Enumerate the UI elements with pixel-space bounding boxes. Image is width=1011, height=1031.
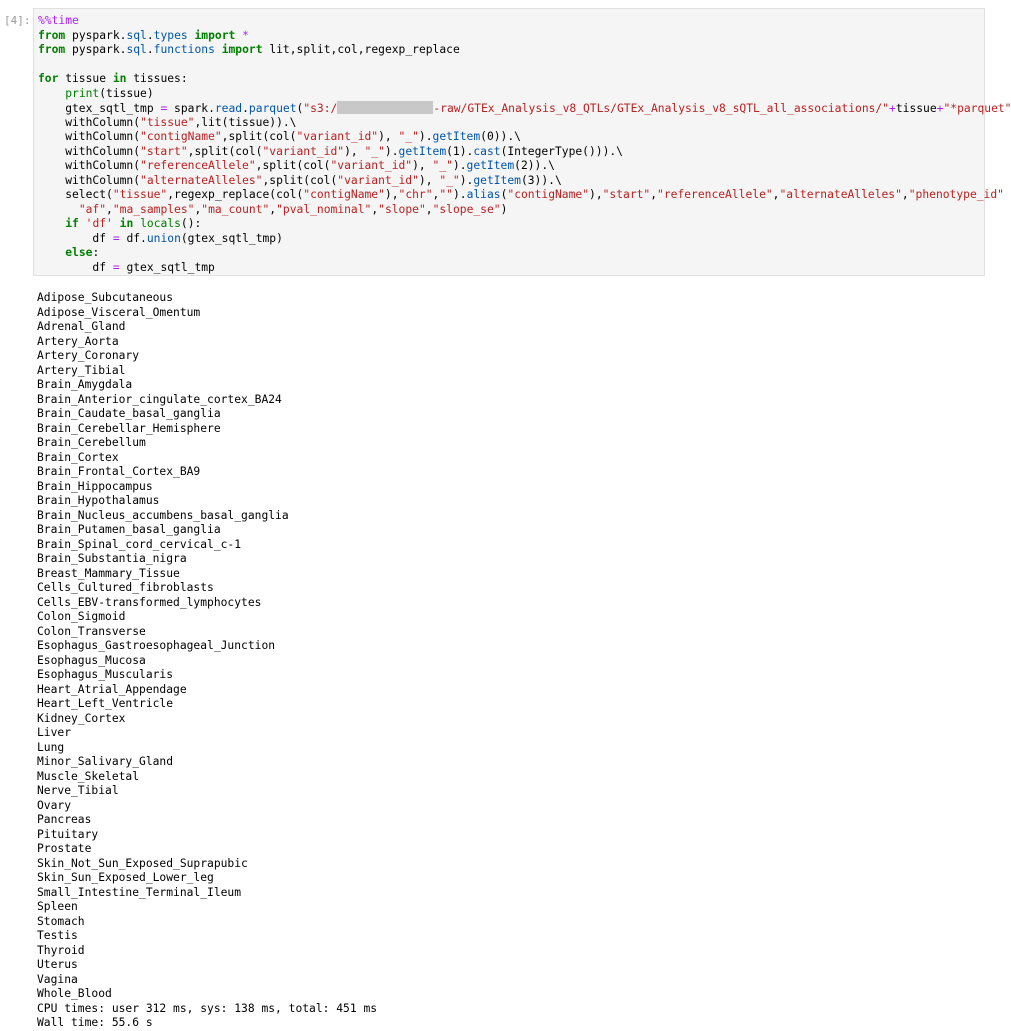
code-token: tissue bbox=[895, 102, 937, 115]
code-token: alias bbox=[466, 188, 501, 201]
code-token: parquet bbox=[248, 102, 297, 115]
code-token: "_" bbox=[398, 130, 419, 143]
output-line: Brain_Hippocampus bbox=[37, 479, 153, 493]
code-token: withColumn( bbox=[38, 115, 141, 129]
code-token: , bbox=[425, 202, 433, 216]
code-token bbox=[38, 246, 65, 259]
output-line: Esophagus_Gastroesophageal_Junction bbox=[37, 639, 276, 652]
code-token: "_" bbox=[439, 173, 460, 187]
code-token: * bbox=[242, 28, 249, 42]
output-line: CPU times: user 312 ms, sys: 138 ms, total: 451 ms bbox=[37, 1001, 378, 1015]
code-token: "" bbox=[439, 188, 453, 201]
code-token: "variant_id" bbox=[337, 173, 419, 187]
output-line: Heart_Atrial_Appendage bbox=[37, 682, 187, 696]
code-token: spark bbox=[167, 102, 209, 115]
code-token: pyspark bbox=[65, 28, 120, 42]
code-token: ,regexp_replace(col( bbox=[167, 188, 304, 201]
code-token: "referenceAllele" bbox=[657, 188, 773, 201]
output-line: Artery_Coronary bbox=[37, 349, 140, 362]
output-line: Spleen bbox=[37, 900, 78, 913]
code-token: ). bbox=[459, 173, 474, 187]
code-token: , bbox=[371, 202, 379, 216]
code-line bbox=[38, 174, 1011, 189]
code-token: + bbox=[889, 102, 896, 115]
code-token: "variant_id" bbox=[330, 159, 413, 172]
code-line bbox=[38, 159, 1011, 174]
output-line: Brain_Amygdala bbox=[37, 378, 133, 391]
code-token: ), bbox=[589, 188, 603, 201]
code-token: getItem bbox=[466, 159, 515, 172]
code-token: (gtex_sqtl_tmp) bbox=[180, 231, 283, 245]
code-token: "alternateAlleles" bbox=[779, 188, 902, 201]
output-line: Cells_EBV-transformed_lymphocytes bbox=[37, 595, 262, 609]
code-token: , bbox=[901, 188, 909, 201]
output-line: Liver bbox=[37, 726, 72, 739]
code-token: cast bbox=[473, 144, 501, 158]
code-token: "contigName" bbox=[303, 188, 385, 201]
output-line: Small_Intestine_Terminal_Ileum bbox=[37, 885, 242, 899]
code-token: ( bbox=[500, 188, 508, 201]
code-token: withColumn( bbox=[38, 159, 141, 172]
code-token: (tissue) bbox=[99, 86, 154, 100]
output-line: Prostate bbox=[37, 842, 92, 855]
code-line bbox=[38, 43, 1011, 58]
code-token: "*parquet" bbox=[943, 102, 1011, 115]
code-token: ). bbox=[452, 159, 467, 172]
code-token: getItem bbox=[398, 144, 447, 158]
output-line: Cells_Cultured_fibroblasts bbox=[37, 581, 214, 594]
output-line: Kidney_Cortex bbox=[37, 711, 126, 725]
code-token: gtex_sqtl_tmp bbox=[119, 260, 215, 274]
code-token: df bbox=[38, 231, 113, 245]
output-line: Brain_Substantia_nigra bbox=[37, 552, 187, 565]
code-token: tissues: bbox=[126, 72, 188, 85]
code-line bbox=[38, 29, 1011, 44]
code-token: "_" bbox=[364, 144, 385, 158]
output-line: Brain_Anterior_cingulate_cortex_BA24 bbox=[37, 392, 282, 406]
code-token: . bbox=[119, 43, 127, 56]
code-token: "start" bbox=[140, 144, 188, 158]
output-line: Brain_Spinal_cord_cervical_c-1 bbox=[37, 537, 242, 551]
code-token: ,split(col( bbox=[187, 144, 263, 158]
code-token: , bbox=[269, 202, 277, 216]
code-token: ,split(col( bbox=[255, 159, 331, 172]
output-line: Brain_Frontal_Cortex_BA9 bbox=[37, 465, 201, 478]
code-token: "tissue" bbox=[112, 188, 168, 201]
code-token: (IntegerType())).\ bbox=[500, 144, 623, 158]
code-token: , bbox=[106, 202, 113, 216]
output-line: Artery_Tibial bbox=[37, 363, 126, 377]
code-token: from bbox=[38, 28, 66, 42]
code-token: -raw/GTEx_Analysis_v8_QTLs/GTEx_Analysis_v8_sQTL_all_associations/" bbox=[433, 102, 890, 115]
code-token: , bbox=[194, 202, 202, 216]
code-line bbox=[38, 203, 1011, 218]
code-line bbox=[38, 72, 1011, 87]
code-token: ), bbox=[378, 130, 399, 143]
code-text[interactable] bbox=[38, 14, 1011, 275]
code-token: withColumn( bbox=[38, 173, 141, 187]
code-token: "alternateAlleles" bbox=[140, 173, 263, 187]
code-token bbox=[215, 43, 222, 56]
code-token: : bbox=[92, 246, 100, 259]
code-token: import bbox=[194, 28, 236, 42]
output-line: Minor_Salivary_Gland bbox=[37, 755, 174, 768]
code-token: ) bbox=[500, 202, 508, 216]
code-token: ). bbox=[452, 188, 467, 201]
code-token: ), bbox=[418, 173, 440, 187]
code-token: union bbox=[146, 231, 181, 245]
code-token: "variant_id" bbox=[296, 130, 379, 143]
code-line bbox=[38, 217, 1011, 232]
code-line bbox=[38, 145, 1011, 160]
code-token: from bbox=[38, 43, 66, 56]
code-token bbox=[38, 217, 65, 230]
output-line: Brain_Hypothalamus bbox=[37, 494, 160, 507]
code-token: . bbox=[146, 28, 154, 42]
code-token: ,split(col( bbox=[221, 130, 297, 143]
code-line bbox=[38, 130, 1011, 145]
output-line: Esophagus_Muscularis bbox=[37, 668, 174, 681]
output-line: Brain_Putamen_basal_ganglia bbox=[37, 523, 221, 536]
code-line bbox=[38, 101, 1011, 116]
output-line: Adipose_Visceral_Omentum bbox=[37, 305, 201, 319]
code-token: = bbox=[160, 102, 168, 115]
code-token: "_" bbox=[432, 159, 453, 172]
code-token: "af" bbox=[78, 202, 107, 216]
code-token: (3)).\ bbox=[520, 173, 562, 187]
code-token: "tissue" bbox=[140, 115, 195, 129]
code-line bbox=[38, 232, 1011, 247]
code-token bbox=[38, 203, 79, 216]
code-token: in bbox=[112, 72, 127, 85]
code-token: df bbox=[119, 231, 141, 245]
code-line bbox=[38, 188, 1011, 203]
output-line: Brain_Cortex bbox=[37, 450, 119, 464]
cell-prompt: [4]: bbox=[4, 14, 31, 27]
output-line: Skin_Sun_Exposed_Lower_leg bbox=[37, 871, 214, 884]
code-token: getItem bbox=[432, 130, 481, 143]
code-token: ,lit(tissue)).\ bbox=[194, 115, 297, 129]
output-line: Skin_Not_Sun_Exposed_Suprapubic bbox=[37, 856, 248, 870]
code-token: tissue bbox=[58, 72, 113, 85]
code-token: functions bbox=[153, 43, 215, 56]
code-token: ( bbox=[296, 102, 304, 115]
output-line: Thyroid bbox=[37, 943, 85, 957]
output-line: Breast_Mammary_Tissue bbox=[37, 566, 180, 580]
output-line: Ovary bbox=[37, 798, 72, 812]
code-token: ). bbox=[384, 144, 399, 158]
code-token: ), bbox=[412, 159, 433, 172]
redacted-block bbox=[337, 101, 433, 114]
code-token: = bbox=[112, 231, 120, 245]
output-line: Pancreas bbox=[37, 813, 92, 826]
code-token: in bbox=[119, 217, 134, 230]
code-token: ), bbox=[344, 144, 365, 158]
output-line: Heart_Left_Ventricle bbox=[37, 697, 174, 710]
code-token: . bbox=[146, 43, 154, 56]
code-token bbox=[188, 29, 195, 42]
output-line: Muscle_Skeletal bbox=[37, 769, 140, 783]
code-token: "slope" bbox=[378, 202, 426, 216]
code-token: if bbox=[65, 217, 79, 230]
code-token: (1). bbox=[446, 144, 474, 158]
code-token: sql bbox=[126, 28, 147, 42]
code-token: (): bbox=[180, 217, 202, 230]
output-line: Testis bbox=[37, 929, 78, 942]
code-token: select( bbox=[38, 188, 113, 201]
output-line: Brain_Cerebellar_Hemisphere bbox=[37, 421, 221, 435]
code-token: pyspark bbox=[65, 43, 120, 56]
code-token: (0)).\ bbox=[480, 130, 521, 143]
code-line bbox=[38, 116, 1011, 131]
code-line bbox=[38, 14, 1011, 29]
code-token bbox=[79, 217, 86, 230]
cell-output bbox=[37, 291, 377, 1031]
code-token: getItem bbox=[473, 173, 521, 187]
code-token: "chr" bbox=[398, 188, 433, 201]
output-line: Brain_Caudate_basal_ganglia bbox=[37, 407, 221, 420]
code-token: ). bbox=[418, 130, 433, 143]
code-token: , bbox=[772, 188, 780, 201]
output-line: Uterus bbox=[37, 958, 78, 971]
output-line: Nerve_Tibial bbox=[37, 784, 119, 797]
code-token: withColumn( bbox=[38, 130, 141, 143]
code-token: print bbox=[65, 86, 100, 100]
code-token: "start" bbox=[602, 188, 651, 201]
code-token: (2)).\ bbox=[514, 159, 555, 172]
code-token: . bbox=[119, 28, 127, 42]
code-token: lit,split,col,regexp_replace bbox=[262, 43, 460, 56]
code-token: "slope_se" bbox=[432, 202, 501, 216]
code-token: = bbox=[112, 260, 120, 274]
code-token bbox=[38, 87, 65, 100]
code-token: ,split(col( bbox=[262, 173, 338, 187]
code-token: sql bbox=[126, 43, 147, 56]
code-token: types bbox=[153, 28, 188, 42]
code-line bbox=[38, 246, 1011, 261]
output-line: Whole_Blood bbox=[37, 987, 112, 1000]
output-line: Pituitary bbox=[37, 827, 99, 841]
code-token: import bbox=[221, 43, 263, 56]
code-editor[interactable] bbox=[33, 8, 1011, 276]
output-line: Adrenal_Gland bbox=[37, 320, 126, 333]
code-token: locals bbox=[140, 217, 181, 230]
code-token: withColumn( bbox=[38, 144, 141, 158]
code-token: "contigName" bbox=[507, 188, 590, 201]
code-token: "s3:/ bbox=[303, 102, 338, 115]
code-token: 'df' bbox=[85, 217, 113, 230]
output-line: Esophagus_Mucosa bbox=[37, 653, 146, 667]
code-token: . bbox=[208, 102, 215, 115]
code-token: ), bbox=[384, 188, 399, 201]
output-line: Vagina bbox=[37, 972, 78, 986]
code-line bbox=[38, 58, 1011, 73]
code-token: %%time bbox=[38, 14, 79, 27]
code-token: read bbox=[214, 102, 243, 115]
code-token: . bbox=[140, 231, 147, 245]
output-line: Stomach bbox=[37, 914, 85, 928]
code-token: , bbox=[432, 188, 440, 201]
output-line: Brain_Cerebellum bbox=[37, 436, 146, 449]
code-token: "referenceAllele" bbox=[140, 159, 256, 172]
code-token: "contigName" bbox=[140, 130, 222, 143]
code-token: "ma_count" bbox=[201, 202, 270, 216]
code-token: "phenotype_id" bbox=[908, 188, 1004, 201]
code-line bbox=[38, 261, 1011, 276]
output-line: Artery_Aorta bbox=[37, 334, 119, 348]
output-line: Brain_Nucleus_accumbens_basal_ganglia bbox=[37, 508, 289, 522]
code-token: else bbox=[65, 246, 93, 259]
code-token: + bbox=[936, 102, 944, 115]
code-token: df bbox=[38, 260, 113, 274]
code-token: , bbox=[650, 188, 658, 201]
code-token: "variant_id" bbox=[262, 144, 345, 158]
output-line: Colon_Sigmoid bbox=[37, 610, 126, 623]
output-line: Adipose_Subcutaneous bbox=[37, 291, 174, 304]
code-line bbox=[38, 87, 1011, 102]
output-line: Wall time: 55.6 s bbox=[37, 1016, 153, 1029]
code-token: "pval_nominal" bbox=[276, 202, 372, 216]
output-line: Lung bbox=[37, 740, 65, 754]
code-token bbox=[113, 217, 120, 230]
output-line: Colon_Transverse bbox=[37, 624, 146, 638]
code-token: "ma_samples" bbox=[112, 202, 195, 216]
code-token: gtex_sqtl_tmp bbox=[38, 102, 161, 115]
code-token: for bbox=[38, 72, 59, 85]
code-token: . bbox=[242, 102, 249, 115]
